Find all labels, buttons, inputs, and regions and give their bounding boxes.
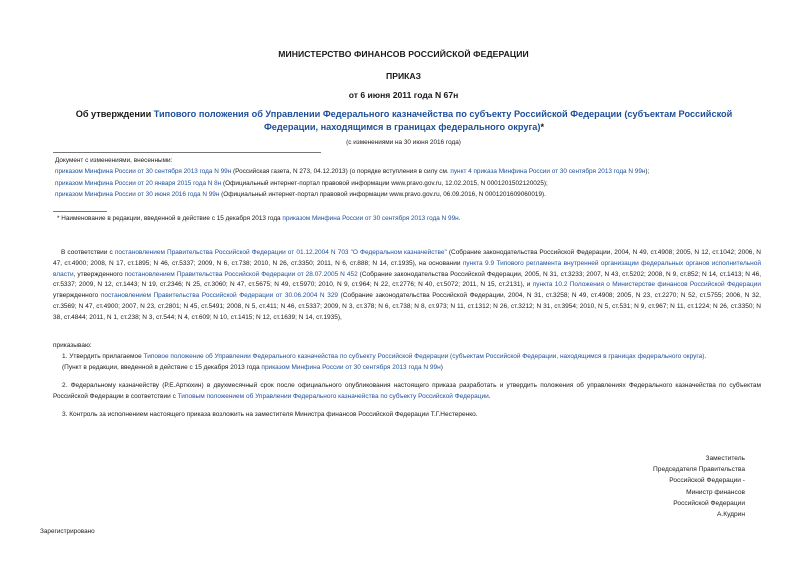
- footnote-link[interactable]: приказом Минфина России от 30 сентября 2013 года N 99н: [282, 215, 459, 222]
- footnote-end: .: [458, 215, 461, 222]
- change-link[interactable]: приказом Минфина России от 30 июня 2016 года N 99н: [55, 191, 220, 199]
- separator-line: [53, 211, 107, 212]
- change-text-end: );: [645, 168, 650, 176]
- separator-line: [53, 152, 321, 153]
- preamble-text: утвержденного: [53, 292, 101, 300]
- title-prefix: Об утверждении: [75, 109, 154, 119]
- changes-block: [55, 155, 770, 201]
- item-2-text: 2. Федеральному казначейству (Р.Е.Артюхин) в двухмесячный срок после официального опубликования настоящего приказа разработать и утвердить положения об управлениях Федерального казначейства по субъектам Российской Федерации в соответствии с: [53, 382, 761, 400]
- preamble-link-polozhenie[interactable]: пункта 10.2 Положения о Министерстве финансов Российской Федерации: [532, 281, 761, 289]
- item-1-note-end: ): [440, 364, 443, 371]
- preamble-paragraph: [53, 248, 761, 324]
- changes-intro: Документ с изменениями, внесенными:: [55, 157, 173, 164]
- title-link[interactable]: Типового положения об Управлении Федерального казначейства по субъекту Российской Федерации (субъектам Российской Федерации, находящимся в границах федерального округа): [153, 109, 733, 132]
- preamble-text: (Собрание законодательства Российской Федерации, 2005, N 31, ст.3233; 2007, N 43, ст.5202; 2008, N 9, ст.852; N 14, ст.1413; N 46, ст.5337; 2009, N 12, ст.1443; N 19, ст.2346; N 25, ст.3060; N 47, ст.5675; N 49, ст.5970; 2010, N 9, ст.964; N 22, ст.2776; N 40, ст.5072; 2011, N 15, ст.2131), и: [53, 270, 762, 289]
- preamble-link-703[interactable]: постановлением Правительства Российской Федерации от 01.12.2004 N 703 "О Федеральном казначействе": [114, 249, 447, 256]
- item-1-end: .: [704, 353, 707, 360]
- change-item: [55, 166, 770, 177]
- order-item-2: [53, 381, 761, 403]
- footnote: [57, 213, 772, 224]
- order-item-1: [62, 352, 762, 363]
- footnote-text: * Наименование в редакции, введенной в действие с 15 декабря 2013 года: [57, 215, 283, 222]
- item-1-link[interactable]: Типовое положение об Управлении Федерального казначейства по субъекту Российской Федерации (субъектам Российской Федерации, находящимся в границах федерального округа): [143, 353, 705, 360]
- order-item-1-note: [62, 363, 762, 374]
- ministry-heading: МИНИСТЕРСТВО ФИНАНСОВ РОССИЙСКОЙ ФЕДЕРАЦИИ: [278, 49, 529, 59]
- preamble-text: В соответствии с: [61, 249, 115, 256]
- change-item: [55, 178, 770, 189]
- order-heading: ПРИКАЗ: [386, 71, 421, 81]
- signature-line: Заместитель: [705, 455, 745, 462]
- signature-line: Министр финансов: [686, 488, 745, 496]
- change-link[interactable]: приказом Минфина России от 30 сентября 2013 года N 99н: [55, 168, 232, 176]
- changes-note: (с изменениями на 30 июня 2016 года): [346, 139, 461, 146]
- document-title: [60, 108, 748, 134]
- registered-label: Зарегистрировано: [40, 528, 95, 535]
- signature-line: Российской Федерации -: [669, 477, 745, 485]
- order-item-3: 3. Контроль за исполнением настоящего приказа возложить на заместителя Министра финансов Российской Федерации Т.Г.Нестеренко.: [62, 411, 478, 418]
- signature-line: Председателя Правительства: [653, 466, 745, 474]
- signature-block: [585, 453, 745, 520]
- title-asterisk: *: [540, 122, 545, 132]
- signature-line: Российской Федерации: [673, 499, 745, 507]
- preamble-link-329[interactable]: постановлением Правительства Российской Федерации от 30.06.2004 N 329: [100, 292, 339, 300]
- change-link-point[interactable]: пункт 4 приказа Минфина России от 30 сентября 2013 года N 99н: [450, 168, 646, 176]
- item-1-text: 1. Утвердить прилагаемое: [62, 353, 144, 360]
- preamble-link-452[interactable]: постановлением Правительства Российской Федерации от 28.07.2005 N 452: [124, 270, 358, 278]
- item-1-note-text: (Пункт в редакции, введенной в действие с 15 декабря 2013 года: [62, 364, 262, 371]
- item-2-link[interactable]: Типовым положением об Управлении Федерального казначейства по субъекту Российской Федерации: [177, 392, 489, 400]
- change-item: [55, 189, 770, 200]
- preamble-link-reglament[interactable]: пункта 9.9 Типового регламента внутренней организации федеральных органов исполнительной власти: [53, 259, 761, 278]
- change-text: (Официальный интернет-портал правовой информации www.pravo.gov.ru, 06.09.2016, N 0001201609060019).: [219, 191, 546, 199]
- change-text: (Российская газета, N 273, 04.12.2013) (о порядке вступления в силу см.: [231, 168, 451, 176]
- order-word: приказываю:: [53, 342, 92, 349]
- preamble-text: (Собрание законодательства Российской Федерации, 2004, N 31, ст.3258; N 49, ст.4908; 2005, N 23, ст.2270; N 52, ст.5755; 2006, N 32, ст.3569; N 47, ст.4900; 2007, N 23, ст.2801; N 45, ст.5491; 2008, N 5, ст.411; N 46, ст.5337; 2009, N 3, ст.378; N 6, ст.738; N 8, ст.973; N 11, ст.1312; N 26, ст.3212; N 31, ст.3954; 2010, N 5, ст.531; N 9, ст.967; N 11, ст.1224; N 26, ст.3350; N 38, ст.4844; 2011, N 1, ст.238; N 3, ст.544; N 4, ст.609; N 10, ст.1415; N 12, ст.1639; N 14, ст.1935),: [53, 292, 761, 321]
- item-2-end: .: [488, 392, 491, 400]
- change-link[interactable]: приказом Минфина России от 20 января 2015 года N 8н: [55, 179, 222, 187]
- change-text: (Официальный интернет-портал правовой информации www.pravo.gov.ru, 12.02.2015, N 0001201502120025);: [221, 179, 548, 187]
- order-date: от 6 июня 2011 года N 67н: [348, 90, 459, 100]
- preamble-text: (Собрание законодательства Российской Федерации, 2004, N 49, ст.4908; 2005, N 12, ст.1042; 2006, N 47, ст.4900; 2008, N 17, ст.1895; N 46, ст.5337; 2009, N 6, ст.738; 2010, N 26, ст.3350; 2011, N 6, ст.888; N 14, ст.1935), на основании: [53, 249, 761, 267]
- preamble-text: , утвержденного: [73, 270, 125, 278]
- signature-line: А.Кудрин: [717, 511, 745, 519]
- item-1-note-link[interactable]: приказом Минфина России от 30 сентября 2013 года N 99н: [261, 364, 441, 371]
